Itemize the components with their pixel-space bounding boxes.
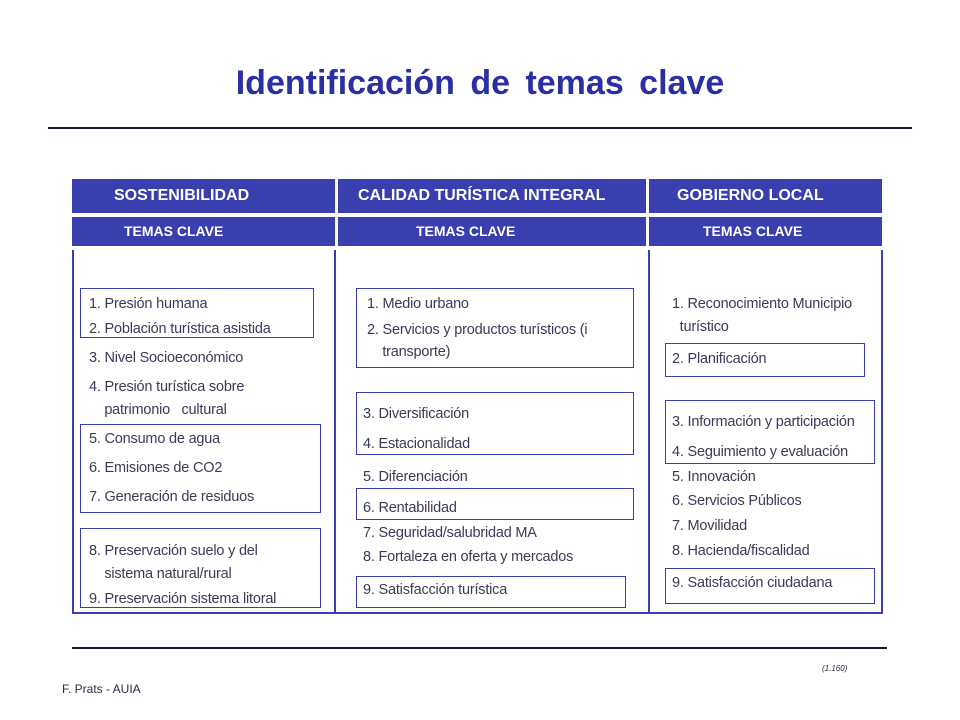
subheader-sostenibilidad: TEMAS CLAVE — [124, 223, 224, 239]
header-gobierno: GOBIERNO LOCAL — [677, 187, 824, 204]
list-item: 5. Consumo de agua — [89, 431, 221, 447]
header-band-gobierno — [649, 179, 882, 213]
list-item: sistema natural/rural — [89, 566, 232, 582]
footer-author: F. Prats - AUIA — [62, 682, 141, 696]
list-item: 3. Nivel Socioeconómico — [89, 350, 244, 366]
list-item: 2. Población turística asistida — [89, 321, 271, 337]
subheader-band-calidad — [338, 217, 646, 246]
list-item: 3. Diversificación — [363, 406, 469, 422]
slide-reference: (1.160) — [822, 664, 848, 673]
header-calidad: CALIDAD TURÍSTICA INTEGRAL — [358, 187, 606, 204]
subheader-gobierno: TEMAS CLAVE — [703, 223, 803, 239]
list-item: transporte) — [367, 344, 451, 360]
list-item: 9. Satisfacción turística — [363, 582, 508, 598]
header-band-sostenibilidad — [72, 179, 335, 213]
subheader-band-gobierno — [649, 217, 882, 246]
list-item: 8. Fortaleza en oferta y mercados — [363, 549, 574, 565]
list-item: 6. Servicios Públicos — [672, 493, 802, 509]
list-item: turístico — [672, 319, 729, 335]
list-item: 1. Reconocimiento Municipio — [672, 296, 852, 312]
list-item: 3. Información y participación — [672, 414, 855, 430]
subheader-band-sostenibilidad — [72, 217, 335, 246]
list-item: 7. Generación de residuos — [89, 489, 255, 505]
list-item: 1. Presión humana — [89, 296, 208, 312]
list-item: 6. Rentabilidad — [363, 500, 457, 516]
list-item: 4. Seguimiento y evaluación — [672, 444, 848, 460]
list-item: 6. Emisiones de CO2 — [89, 460, 223, 476]
list-item: 7. Seguridad/salubridad MA — [363, 525, 537, 541]
list-item: 9. Satisfacción ciudadana — [672, 575, 833, 591]
list-item: 5. Innovación — [672, 469, 756, 485]
list-item: 1. Medio urbano — [367, 296, 469, 312]
list-item: 4. Estacionalidad — [363, 436, 471, 452]
list-item: 2. Planificación — [672, 351, 767, 367]
header-sostenibilidad: SOSTENIBILIDAD — [114, 187, 250, 204]
page-title: Identificación de temas clave — [235, 64, 725, 102]
list-item: 4. Presión turística sobre — [89, 379, 245, 395]
bottom-divider — [72, 647, 887, 649]
list-item: 9. Preservación sistema litoral — [89, 591, 277, 607]
subheader-calidad: TEMAS CLAVE — [416, 223, 516, 239]
list-item: 5. Diferenciación — [363, 469, 468, 485]
list-item: patrimonio cultural — [89, 402, 227, 418]
title-divider — [48, 127, 912, 129]
list-item: 7. Movilidad — [672, 518, 747, 534]
list-item: 8. Preservación suelo y del — [89, 543, 258, 559]
header-band-calidad — [338, 179, 646, 213]
list-item: 2. Servicios y productos turísticos (i — [367, 322, 588, 338]
list-item: 8. Hacienda/fiscalidad — [672, 543, 810, 559]
